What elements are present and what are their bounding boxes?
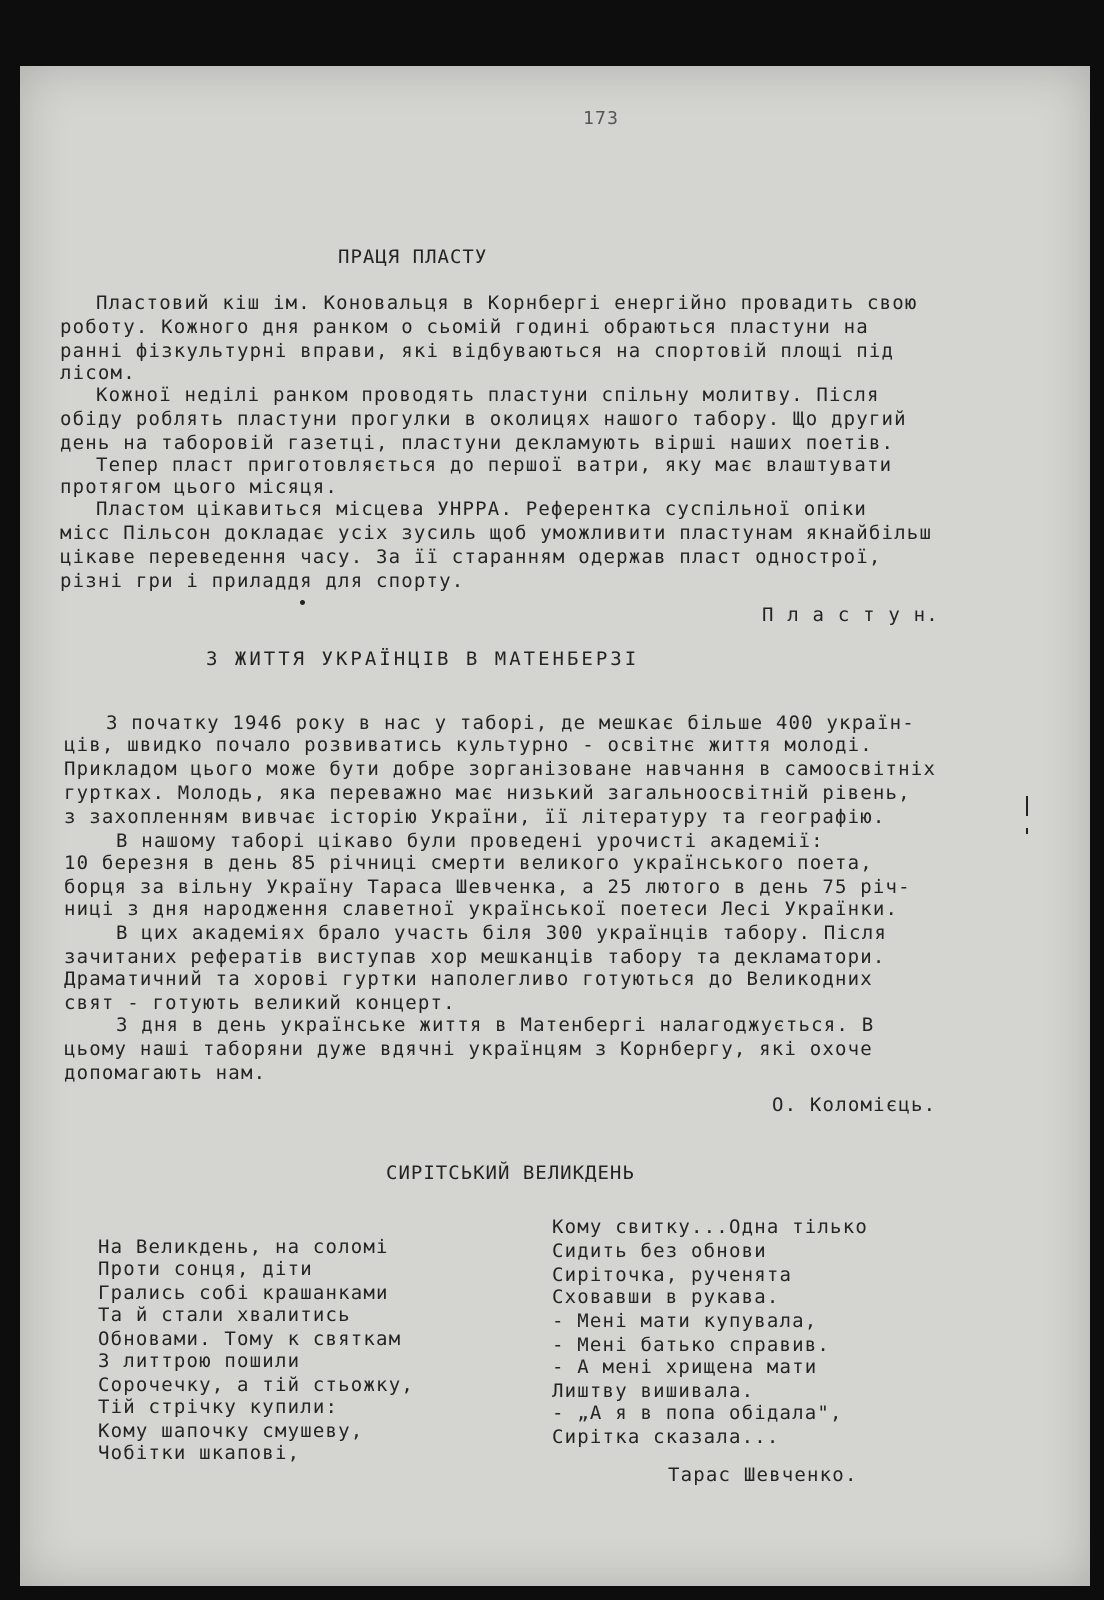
text-line: зачитаних рефератів виступав хор мешканців табору та декламатори. [64,946,886,968]
poem-line: - „А я в попа обідала", [552,1402,843,1424]
text-line: допомагають нам. [64,1062,267,1084]
signature-kolomiets: О. Коломієць. [772,1094,937,1116]
text-line: В цих академіях брало участь біля 300 українців табору. Після [116,922,887,944]
text-line: цьому наші таборяни дуже вдячні українцям з Корнбергу, які охоче [64,1038,873,1060]
text-line: місс Пільсон докладає усіх зусиль щоб уможливити пластунам якнайбільш [60,522,933,544]
poem-line: З литтрою пошили [98,1350,301,1372]
poem-line: Тій стрічку купили: [98,1396,339,1418]
poem-line: На Великдень, на соломі [98,1236,389,1258]
text-line: цікаве переведення часу. За її старанням одержав пласт однострої, [60,546,882,568]
text-line: різні гри і приладдя для спорту. [60,570,465,592]
poem-line: Грались собі крашанками [98,1282,389,1304]
poem-line: Проти сонця, діти [98,1258,313,1280]
poem-line: - А мені хрищена мати [552,1356,818,1378]
poem-line: Сорочечку, а тій стьожку, [98,1374,414,1396]
text-line: роботу. Кожного дня ранком о сьомій годині обраються пластуни на [60,316,869,338]
signature-plastun: П л а с т у н. [762,604,939,626]
poem-line: Сирітка сказала... [552,1426,780,1448]
article-title-plast: ПРАЦЯ ПЛАСТУ [338,246,488,268]
poem-line: - Мені батько справив. [552,1334,831,1356]
poem-line: Та й стали хвалитись [98,1304,351,1326]
text-line: Тепер пласт приготовляється до першої ватри, яку має влаштувати [96,454,893,476]
text-line: В нашому таборі цікаво були проведені урочисті академії: [116,830,824,852]
text-line: Пластом цікавиться місцева УНРРА. Референтка суспільної опіки [96,498,867,520]
text-line: З дня в день українське життя в Матенбергі налагоджується. В [116,1014,875,1036]
poem-line: Лиштву вишивала. [552,1380,755,1402]
ink-dot [300,600,305,605]
poem-line: Сховавши в рукава. [552,1286,780,1308]
poem-line: Кому шапочку смушеву, [98,1420,364,1442]
text-line: ців, швидко почало розвиватись культурно - освітнє життя молоді. [64,734,873,756]
text-line: 10 березня в день 85 річниці смерти великого українського поета, [64,852,873,874]
text-line: свят - готують великий концерт. [64,992,456,1014]
page-number: 173 [583,108,620,129]
poem-line: Чобітки шкапові, [98,1442,301,1464]
poem-author: Тарас Шевченко. [668,1464,858,1486]
poem-line: Обновами. Тому к святкам [98,1328,402,1350]
text-line: день на таборовій газетці, пластуни декламують вірші наших поетів. [60,432,895,454]
text-line: З початку 1946 року в нас у таборі, де мешкає більше 400 україн- [106,712,915,734]
text-line: з захопленням вивчає історію України, її літературу та географію. [64,806,886,828]
poem-line: Кому свитку...Одна тілько [552,1216,868,1238]
text-line: обіду роблять пластуни прогулки в околицях нашого табору. Що другий [60,408,907,430]
poem-line: Сиріточка, рученята [552,1264,793,1286]
text-line: ранні фізкультурні вправи, які відбуваються на спортовій площі під [60,340,895,362]
poem-line: Сидить без обнови [552,1240,767,1262]
margin-mark [1026,796,1028,816]
margin-mark [1026,828,1028,834]
text-line: Прикладом цього може бути добре зорганізоване навчання в самоосвітніх [64,758,937,780]
text-line: гуртках. Молодь, яка переважно має низький загальноосвітній рівень, [64,782,911,804]
text-line: борця за вільну Україну Тараса Шевченка, а 25 лютого в день 75 річ- [64,876,911,898]
text-line: Кожної неділі ранком проводять пластуни спільну молитву. Після [96,384,880,406]
article-title-matenberg: З ЖИТТЯ УКРАЇНЦІВ В МАТЕНБЕРЗІ [206,648,640,670]
poem-line: - Мені мати купувала, [552,1310,818,1332]
poem-title: СИРІТСЬКИЙ ВЕЛИКДЕНЬ [386,1162,635,1184]
text-line: Драматичний та хорові гуртки наполегливо готуються до Великодних [64,968,873,990]
text-line: Пластовий кіш ім. Коновальця в Корнбергі енергійно провадить свою [96,292,918,314]
text-line: лісом. [60,362,136,384]
text-line: протягом цього місяця. [60,476,339,498]
text-line: ниці з дня народження славетної української поетеси Лесі Українки. [64,898,899,920]
